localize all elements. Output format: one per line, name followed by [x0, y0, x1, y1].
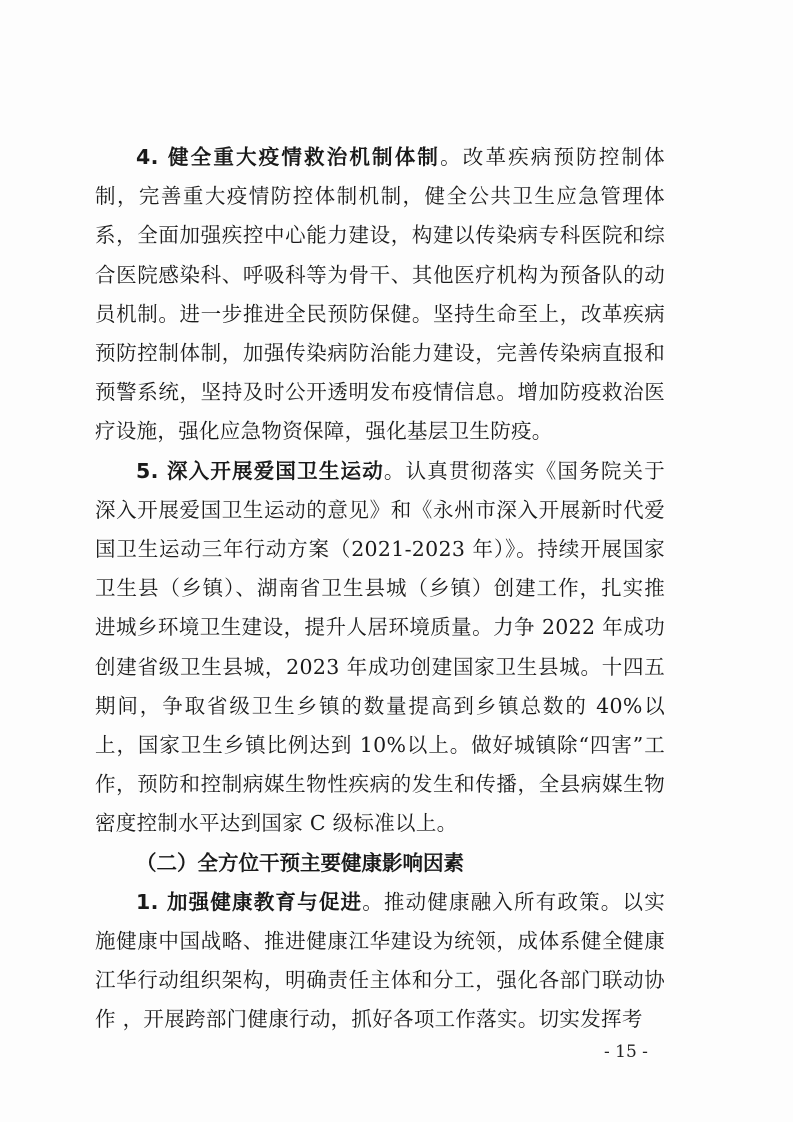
paragraph-5-lead: 5. 深入开展爱国卫生运动: [136, 458, 384, 483]
paragraph-4: [95, 138, 665, 452]
paragraph-1-body: 。推动健康融入所有政策。以实施健康中国战略、推进健康江华建设为统领，成体系健全健康江华行动组织架构，明确责任主体和分工，强化各部门联动协作 ，开展跨部门健康行动，抓好各项工作落实。切实发挥考: [95, 889, 665, 1032]
document-body: [95, 138, 665, 1040]
paragraph-1: [95, 883, 665, 1040]
paragraph-5: [95, 452, 665, 844]
paragraph-1-lead: 1. 加强健康教育与促进: [136, 889, 363, 914]
paragraph-4-lead: 4. 健全重大疫情救治机制体制: [136, 145, 441, 169]
paragraph-5-body: 。认真贯彻落实《国务院关于深入开展爱国卫生运动的意见》和《永州市深入开展新时代爱国卫生运动三年行动方案（2021-2023 年）》。持续开展国家卫生县（乡镇）、湖南省卫生县城（乡镇）创建工作，扎实推进城乡环境卫生建设，提升人居环境质量。力争 2022 年成功创建省级卫生县城，2023 年成功创建国家卫生县城。十四五期间，争取省级卫生乡镇的数量提高到乡镇总数的 40%以上，国家卫生乡镇比例达到 10%以上。做好城镇除“四害”工作，预防和控制病媒生物性疾病的发生和传播，全县病媒生物密度控制水平达到国家 C 级标准以上。: [95, 458, 666, 836]
paragraph-4-body: 。改革疾病预防控制体制，完善重大疫情防控体制机制，健全公共卫生应急管理体系，全面加强疾控中心能力建设，构建以传染病专科医院和综合医院感染科、呼吸科等为骨干、其他医疗机构为预备队的动员机制。进一步推进全民预防保健。坚持生命至上，改革疾病预防控制体制，加强传染病防治能力建设，完善传染病直报和预警系统，坚持及时公开透明发布疫情信息。增加防疫救治医疗设施，强化应急物资保障，强化基层卫生防疫。: [95, 145, 665, 444]
page-number: - 15 -: [604, 1042, 648, 1062]
section-heading: （二）全方位干预主要健康影响因素: [136, 850, 464, 875]
